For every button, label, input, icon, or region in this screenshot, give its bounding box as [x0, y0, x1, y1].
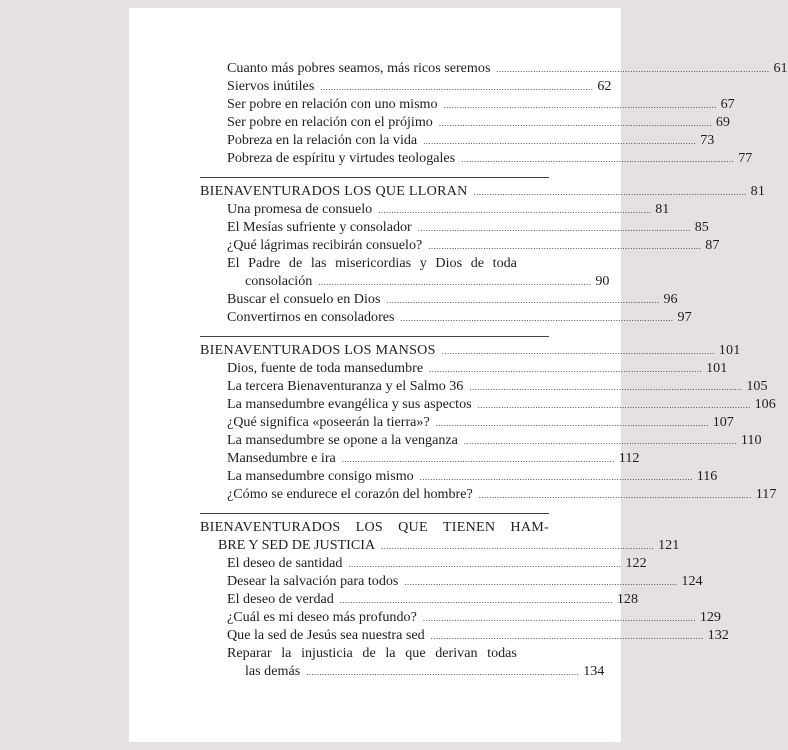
dot-leader: ........................................................................................................: [320, 82, 594, 92]
toc-entry[interactable]: [200, 200, 670, 218]
toc-entry-page: 132: [707, 627, 729, 643]
toc-entry[interactable]: [200, 308, 692, 326]
toc-entry[interactable]: [200, 467, 718, 485]
toc-entry-title: La mansedumbre evangélica y sus aspectos: [227, 396, 472, 412]
word: LOS: [355, 519, 384, 535]
toc-entry-title: ¿Cómo se endurece el corazón del hombre?: [227, 486, 473, 502]
toc-entry[interactable]: [200, 95, 735, 113]
toc-entry-line2: [200, 272, 610, 290]
toc-entry[interactable]: [200, 608, 721, 626]
dot-leader: ........................................................................................................: [429, 364, 703, 374]
word: las: [310, 255, 327, 271]
toc-entry-line1: [200, 254, 549, 272]
toc-entry-page: 129: [699, 609, 721, 625]
dot-leader: ........................................................................................................: [443, 100, 717, 110]
toc-entry-page: 90: [595, 273, 610, 289]
toc-entry[interactable]: [200, 359, 728, 377]
dot-leader: ........................................................................................................: [477, 400, 751, 410]
book-page: [129, 8, 788, 742]
dot-leader: ........................................................................................................: [441, 346, 715, 356]
dot-leader: ........................................................................................................: [339, 595, 613, 605]
toc-heading-title: BIENAVENTURADOS LOS QUE LLORAN: [200, 183, 468, 199]
toc-entry-page: 124: [681, 573, 703, 589]
word: Padre: [248, 255, 281, 271]
word: todas: [487, 645, 517, 661]
dot-leader: ........................................................................................................: [318, 277, 592, 287]
dot-leader: ........................................................................................................: [419, 472, 693, 482]
dot-leader: ........................................................................................................: [469, 382, 743, 392]
dot-leader: ........................................................................................................: [428, 241, 702, 251]
toc-entry-page: 77: [738, 150, 753, 166]
word: derivan: [435, 645, 478, 661]
toc-entry-title: Desear la salvación para todos: [227, 573, 399, 589]
toc-entry[interactable]: [200, 431, 762, 449]
toc-entry-page: 97: [677, 309, 692, 325]
toc-entry[interactable]: [200, 572, 703, 590]
toc-entry-title: Ser pobre en relación con el prójimo: [227, 114, 433, 130]
toc-heading[interactable]: [200, 182, 766, 200]
toc-entry[interactable]: [200, 395, 776, 413]
table-of-contents: [200, 59, 788, 680]
dot-leader: ........................................................................................................: [378, 205, 652, 215]
word: y: [419, 255, 427, 271]
toc-heading-line1: [200, 518, 549, 536]
word: la: [281, 645, 292, 661]
toc-heading-wrapped[interactable]: [200, 518, 680, 554]
dot-leader: ........................................................................................................: [404, 577, 678, 587]
dot-leader: ........................................................................................................: [386, 295, 660, 305]
word: la: [385, 645, 396, 661]
toc-entry-title: El deseo de verdad: [227, 591, 334, 607]
dot-leader: ........................................................................................................: [478, 490, 752, 500]
toc-entry-page: 61: [773, 60, 788, 76]
toc-entry-title: Que la sed de Jesús sea nuestra sed: [227, 627, 425, 643]
toc-entry-title: Dios, fuente de toda mansedumbre: [227, 360, 424, 376]
toc-entry-title: las demás: [245, 663, 301, 679]
toc-entry-line1: [200, 644, 549, 662]
toc-entry-page: 96: [663, 291, 678, 307]
word: HAM-: [510, 519, 549, 535]
word: de: [288, 255, 303, 271]
toc-entry-title: ¿Qué significa «poseerán la tierra»?: [227, 414, 430, 430]
toc-entry-page: 128: [616, 591, 638, 607]
word: injusticia: [301, 645, 353, 661]
word: El: [227, 255, 240, 271]
toc-entry-title: ¿Cuál es mi deseo más profundo?: [227, 609, 417, 625]
toc-entry-wrapped[interactable]: [200, 254, 610, 290]
toc-entry-title: Convertirnos en consoladores: [227, 309, 395, 325]
dot-leader: ........................................................................................................: [435, 418, 709, 428]
toc-entry-title: El deseo de santidad: [227, 555, 343, 571]
word: BIENAVENTURADOS: [200, 519, 341, 535]
toc-entry-title: Pobreza en la relación con la vida: [227, 132, 418, 148]
toc-entry-page: 81: [655, 201, 670, 217]
toc-entry-title: ¿Qué lágrimas recibirán consuelo?: [227, 237, 423, 253]
toc-entry-title: La mansedumbre se opone a la venganza: [227, 432, 458, 448]
dot-leader: ........................................................................................................: [341, 454, 615, 464]
dot-leader: ........................................................................................................: [473, 187, 747, 197]
word: QUE: [398, 519, 428, 535]
dot-leader: ........................................................................................................: [463, 436, 737, 446]
dot-leader: ........................................................................................................: [400, 313, 674, 323]
toc-entry-page: 73: [700, 132, 715, 148]
dot-leader: ........................................................................................................: [417, 223, 691, 233]
toc-entry[interactable]: [200, 626, 729, 644]
toc-entry-wrapped[interactable]: [200, 644, 605, 680]
toc-heading-page: 101: [718, 342, 741, 358]
toc-entry-page: 101: [706, 360, 728, 376]
toc-entry-title: Pobreza de espíritu y virtudes teologales: [227, 150, 456, 166]
toc-entry-title: Mansedumbre e ira: [227, 450, 336, 466]
toc-entry-title: Buscar el consuelo en Dios: [227, 291, 381, 307]
toc-heading-title: BRE Y SED DE JUSTICIA: [218, 537, 376, 553]
toc-entry[interactable]: [200, 236, 720, 254]
toc-entry-page: 106: [754, 396, 776, 412]
toc-entry-page: 85: [694, 219, 709, 235]
toc-entry-page: 107: [712, 414, 734, 430]
toc-heading-title: BIENAVENTURADOS LOS MANSOS: [200, 342, 436, 358]
toc-heading-line2: [200, 536, 680, 554]
toc-entry[interactable]: [200, 131, 715, 149]
dot-leader: ........................................................................................................: [430, 631, 704, 641]
toc-entry-page: 122: [625, 555, 647, 571]
word: de: [362, 645, 376, 661]
toc-entry-title: consolación: [245, 273, 313, 289]
dot-leader: ........................................................................................................: [306, 667, 580, 677]
toc-entry[interactable]: [200, 413, 734, 431]
toc-entry-title: Siervos inútiles: [227, 78, 315, 94]
toc-entry-page: 87: [705, 237, 720, 253]
toc-entry[interactable]: [200, 59, 788, 77]
toc-entry-page: 105: [746, 378, 768, 394]
toc-entry-page: 67: [720, 96, 735, 112]
toc-entry-title: Ser pobre en relación con uno mismo: [227, 96, 438, 112]
toc-section-poverty: [200, 59, 788, 167]
toc-entry-title: Cuanto más pobres seamos, más ricos seremos: [227, 60, 491, 76]
dot-leader: ........................................................................................................: [496, 64, 770, 74]
word: que: [405, 645, 426, 661]
toc-entry[interactable]: [200, 377, 768, 395]
word: Reparar: [227, 645, 272, 661]
toc-entry[interactable]: [200, 449, 640, 467]
toc-entry[interactable]: [200, 113, 730, 131]
toc-entry[interactable]: [200, 149, 753, 167]
toc-entry[interactable]: [200, 485, 777, 503]
toc-entry-page: 112: [618, 450, 640, 466]
dot-leader: ........................................................................................................: [422, 613, 696, 623]
toc-entry-title: La mansedumbre consigo mismo: [227, 468, 414, 484]
toc-entry[interactable]: [200, 554, 647, 572]
dot-leader: ........................................................................................................: [348, 559, 622, 569]
word: misericordias: [335, 255, 412, 271]
toc-entry-title: La tercera Bienaventuranza y el Salmo 36: [227, 378, 464, 394]
dot-leader: ........................................................................................................: [461, 154, 735, 164]
word: Dios: [435, 255, 463, 271]
dot-leader: ........................................................................................................: [423, 136, 697, 146]
toc-entry[interactable]: [200, 77, 612, 95]
word: toda: [492, 255, 517, 271]
toc-section-meek: [200, 336, 777, 503]
toc-entry[interactable]: [200, 290, 678, 308]
toc-heading-page: 81: [750, 183, 766, 199]
toc-entry[interactable]: [200, 218, 709, 236]
dot-leader: ........................................................................................................: [381, 541, 655, 551]
toc-heading[interactable]: [200, 341, 741, 359]
toc-entry-page: 117: [755, 486, 777, 502]
word: TIENEN: [442, 519, 496, 535]
toc-entry-title: Una promesa de consuelo: [227, 201, 373, 217]
toc-entry[interactable]: [200, 590, 638, 608]
dot-leader: ........................................................................................................: [438, 118, 712, 128]
toc-entry-page: 116: [696, 468, 718, 484]
toc-section-hunger: [200, 513, 729, 680]
toc-entry-page: 69: [715, 114, 730, 130]
toc-entry-page: 62: [597, 78, 612, 94]
toc-heading-page: 121: [658, 537, 680, 553]
toc-entry-page: 134: [583, 663, 605, 679]
word: de: [470, 255, 485, 271]
toc-section-mourn: [200, 177, 766, 326]
toc-entry-title: El Mesías sufriente y consolador: [227, 219, 412, 235]
toc-entry-page: 110: [740, 432, 762, 448]
toc-entry-line2: [200, 662, 605, 680]
